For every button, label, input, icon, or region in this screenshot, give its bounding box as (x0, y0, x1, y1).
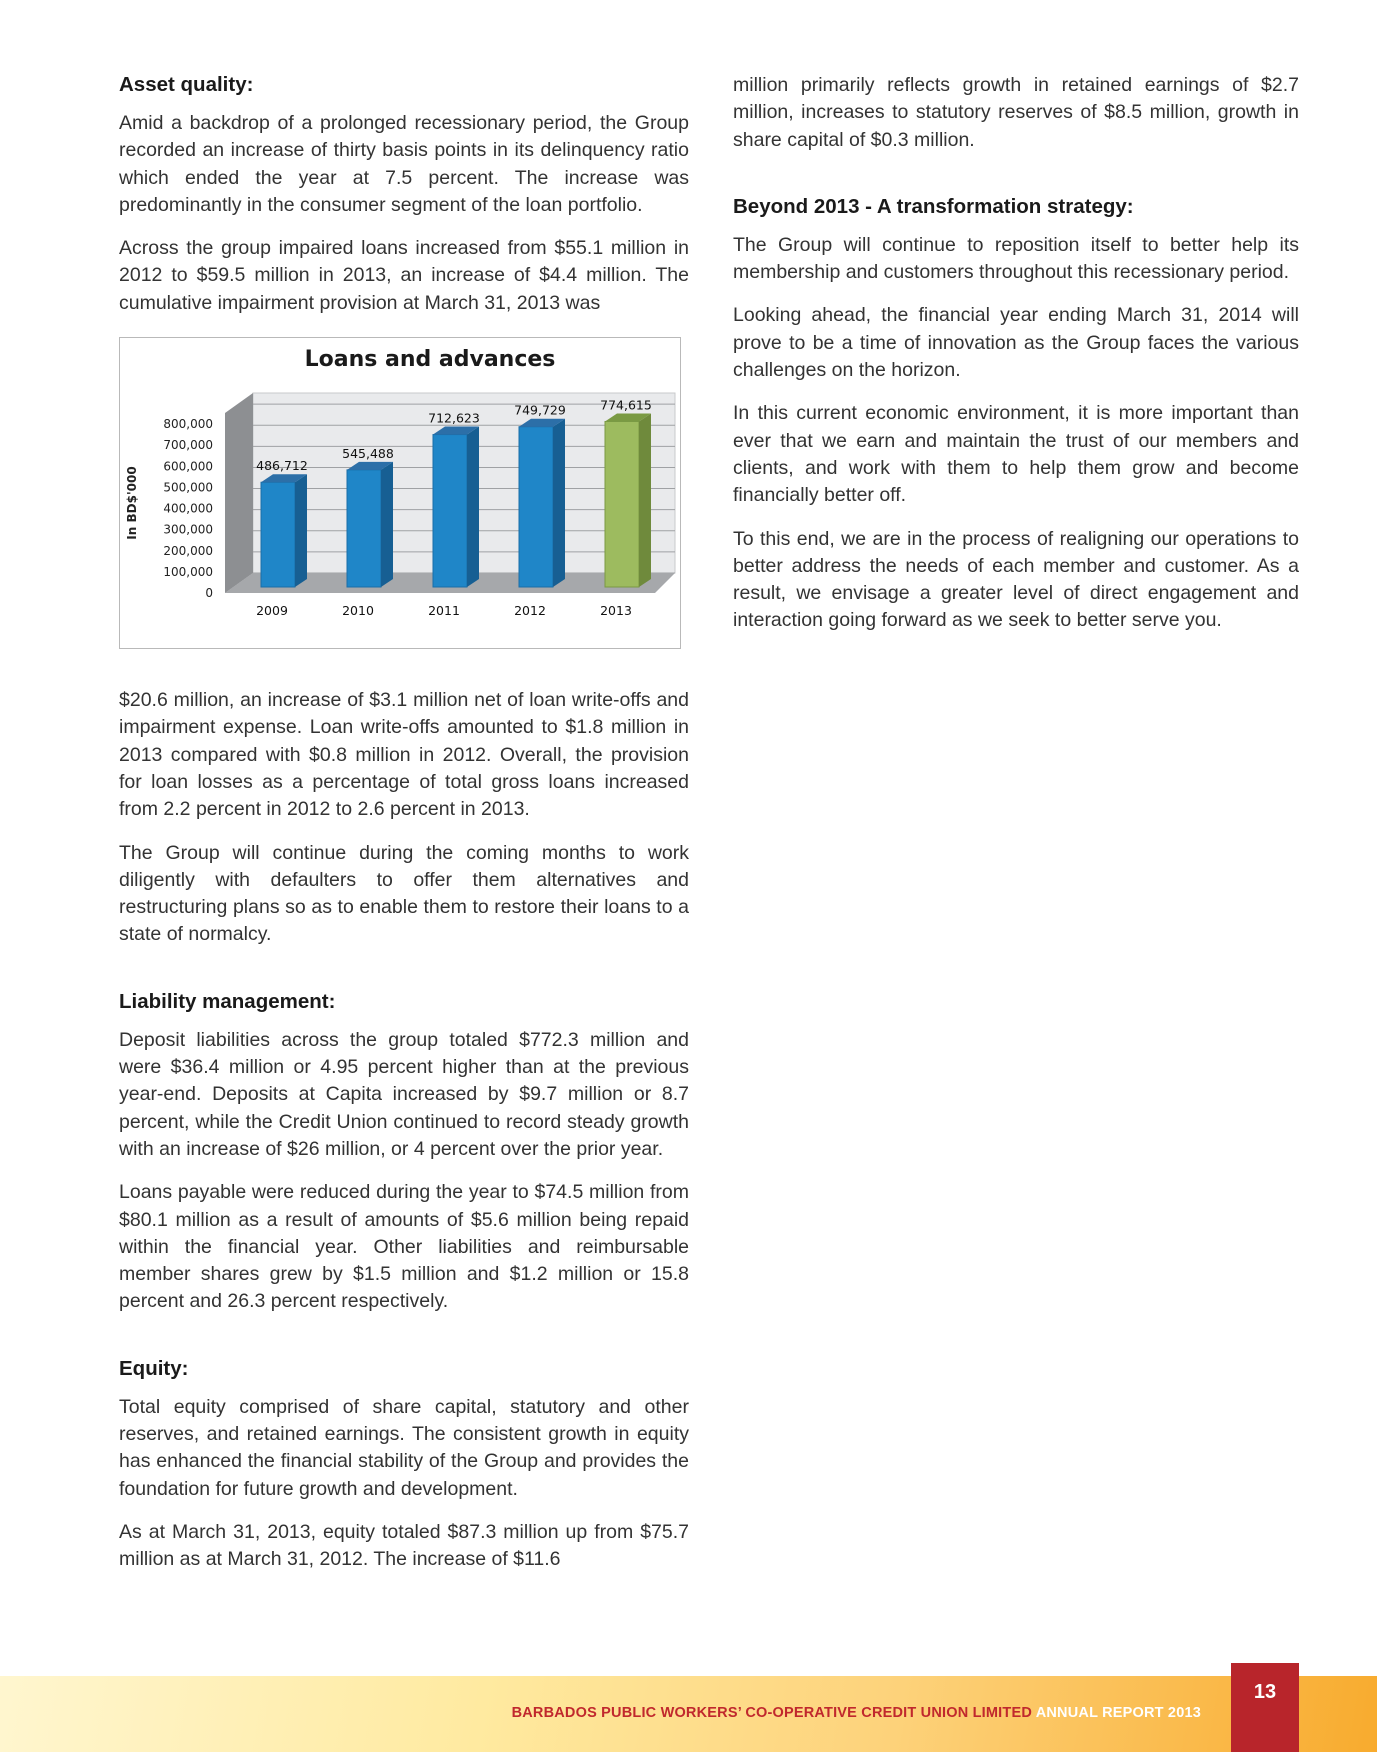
beyond-paragraph-4: To this end, we are in the process of realigning our operations to better address the needs of each member and customer. As a result, we envisage a greater level of direct engagement and interaction going forward as we seek to better serve you. (733, 527, 1299, 632)
chart-bar-side (639, 414, 651, 588)
chart-bar (261, 482, 295, 587)
chart-y-axis-label: In BD$'000 (125, 466, 139, 540)
liability-paragraph-2: Loans payable were reduced during the year to $74.5 million from $80.1 million as a result of amounts of $5.6 million being repaid within the financial year. Other liabilities and reimbursable member shares grew by $1.5 million and $1.2 million or 15.8 percent and 26.3 percent respectively. (119, 1181, 689, 1313)
chart-bar (433, 435, 467, 587)
chart-bar-side (295, 474, 307, 587)
chart-data-label: 545,488 (342, 445, 394, 461)
beyond-paragraph-3: In this current economic environment, it is more important than ever that we earn and maintain the trust of our members and clients, and work with them to help them grow and become financially better off. (733, 402, 1299, 507)
right-column (733, 72, 1299, 651)
asset-quality-paragraph-4: The Group will continue during the coming months to work diligently with defaulters to offer them alternatives and restructuring plans so as to enable them to restore their loans to a state of normalcy. (119, 841, 689, 946)
chart-canvas (120, 338, 680, 648)
chart-y-tick-label: 700,000 (163, 438, 213, 453)
asset-quality-paragraph-1: Amid a backdrop of a prolonged recessionary period, the Group recorded an increase of thirty basis points in its delinquency ratio which ended the year at 7.5 percent. The increase was predominantly in the consumer segment of the loan portfolio. (119, 112, 689, 216)
chart-y-tick-label: 0 (205, 586, 213, 601)
chart-side-wall (225, 393, 253, 593)
chart-data-label: 712,623 (428, 410, 480, 426)
chart-x-tick-label: 2009 (256, 603, 288, 619)
chart-bar-side (381, 462, 393, 587)
equity-paragraph-2: As at March 31, 2013, equity totaled $87.3 million up from $75.7 million as at March 31, 2012. The increase of $11.6 (119, 1520, 689, 1571)
beyond-paragraph-2: Looking ahead, the financial year ending March 31, 2014 will prove to be a time of innovation as the Group faces the various challenges on the horizon. (733, 304, 1299, 382)
page-number: 13 (1231, 1663, 1299, 1752)
beyond-paragraph-1: The Group will continue to reposition itself to better help its membership and customers throughout this recessionary period. (733, 233, 1299, 284)
equity-heading: Equity: (119, 1356, 189, 1380)
chart-bar (347, 470, 381, 587)
asset-quality-paragraph-2: Across the group impaired loans increased from $55.1 million in 2012 to $59.5 million in 2013, an increase of $4.4 million. The cumulative impairment provision at March 31, 2013 was (119, 237, 689, 314)
chart-bar-side (553, 419, 565, 587)
chart-x-tick-label: 2013 (600, 603, 632, 619)
chart-y-tick-label: 600,000 (163, 459, 213, 474)
chart-data-label: 749,729 (514, 402, 566, 418)
footer-banner (0, 1676, 1377, 1752)
chart-data-label: 486,712 (256, 458, 308, 474)
chart-x-tick-label: 2010 (342, 603, 374, 619)
asset-quality-paragraph-3: $20.6 million, an increase of $3.1 million net of loan write-offs and impairment expense. Loan write-offs amounted to $1.8 million in 2013 compared with $0.8 million in 2012. Overall, the provision for loan losses as a percentage of total gross loans increased from 2.2 percent in 2012 to 2.6 percent in 2013. (119, 689, 689, 821)
left-column (119, 72, 689, 1590)
footer-text (512, 1705, 1201, 1721)
footer-report-title: ANNUAL REPORT 2013 (1032, 1705, 1201, 1721)
chart-y-tick-label: 500,000 (163, 480, 213, 495)
chart-data-label: 774,615 (600, 397, 652, 413)
chart-x-tick-label: 2011 (428, 603, 460, 619)
asset-quality-heading: Asset quality: (119, 73, 254, 96)
chart-y-tick-label: 300,000 (163, 522, 213, 537)
chart-bar (605, 422, 639, 588)
chart-title: Loans and advances (304, 347, 556, 373)
footer-organization: BARBADOS PUBLIC WORKERS’ CO-OPERATIVE CREDIT UNION LIMITED (511, 1705, 1033, 1721)
liability-paragraph-1: Deposit liabilities across the group totaled $772.3 million and were $36.4 million or 4.95 percent higher than at the previous year-end. Deposits at Capita increased by $9.7 million or 8.7 percent, while the Credit Union continued to record steady growth with an increase of $26 million, or 4 percent over the prior year. (119, 1028, 689, 1160)
chart-x-tick-label: 2012 (514, 603, 546, 619)
chart-bar (519, 427, 553, 587)
chart-y-tick-label: 800,000 (163, 417, 213, 432)
equity-paragraph-1: Total equity comprised of share capital, statutory and other reserves, and retained earnings. The consistent growth in equity has enhanced the financial stability of the Group and provides the foundation for future growth and development. (119, 1395, 689, 1500)
chart-y-tick-label: 200,000 (163, 543, 213, 558)
equity-continuation-paragraph: million primarily reflects growth in retained earnings of $2.7 million, increases to statutory reserves of $8.5 million, growth in share capital of $0.3 million. (733, 74, 1299, 151)
chart-y-tick-label: 100,000 (163, 564, 213, 579)
beyond-2013-heading: Beyond 2013 - A transformation strategy: (733, 194, 1134, 218)
chart-bar-side (467, 427, 479, 587)
chart-y-tick-label: 400,000 (163, 501, 213, 516)
loans-and-advances-chart (119, 337, 681, 649)
liability-management-heading: Liability management: (119, 989, 336, 1013)
